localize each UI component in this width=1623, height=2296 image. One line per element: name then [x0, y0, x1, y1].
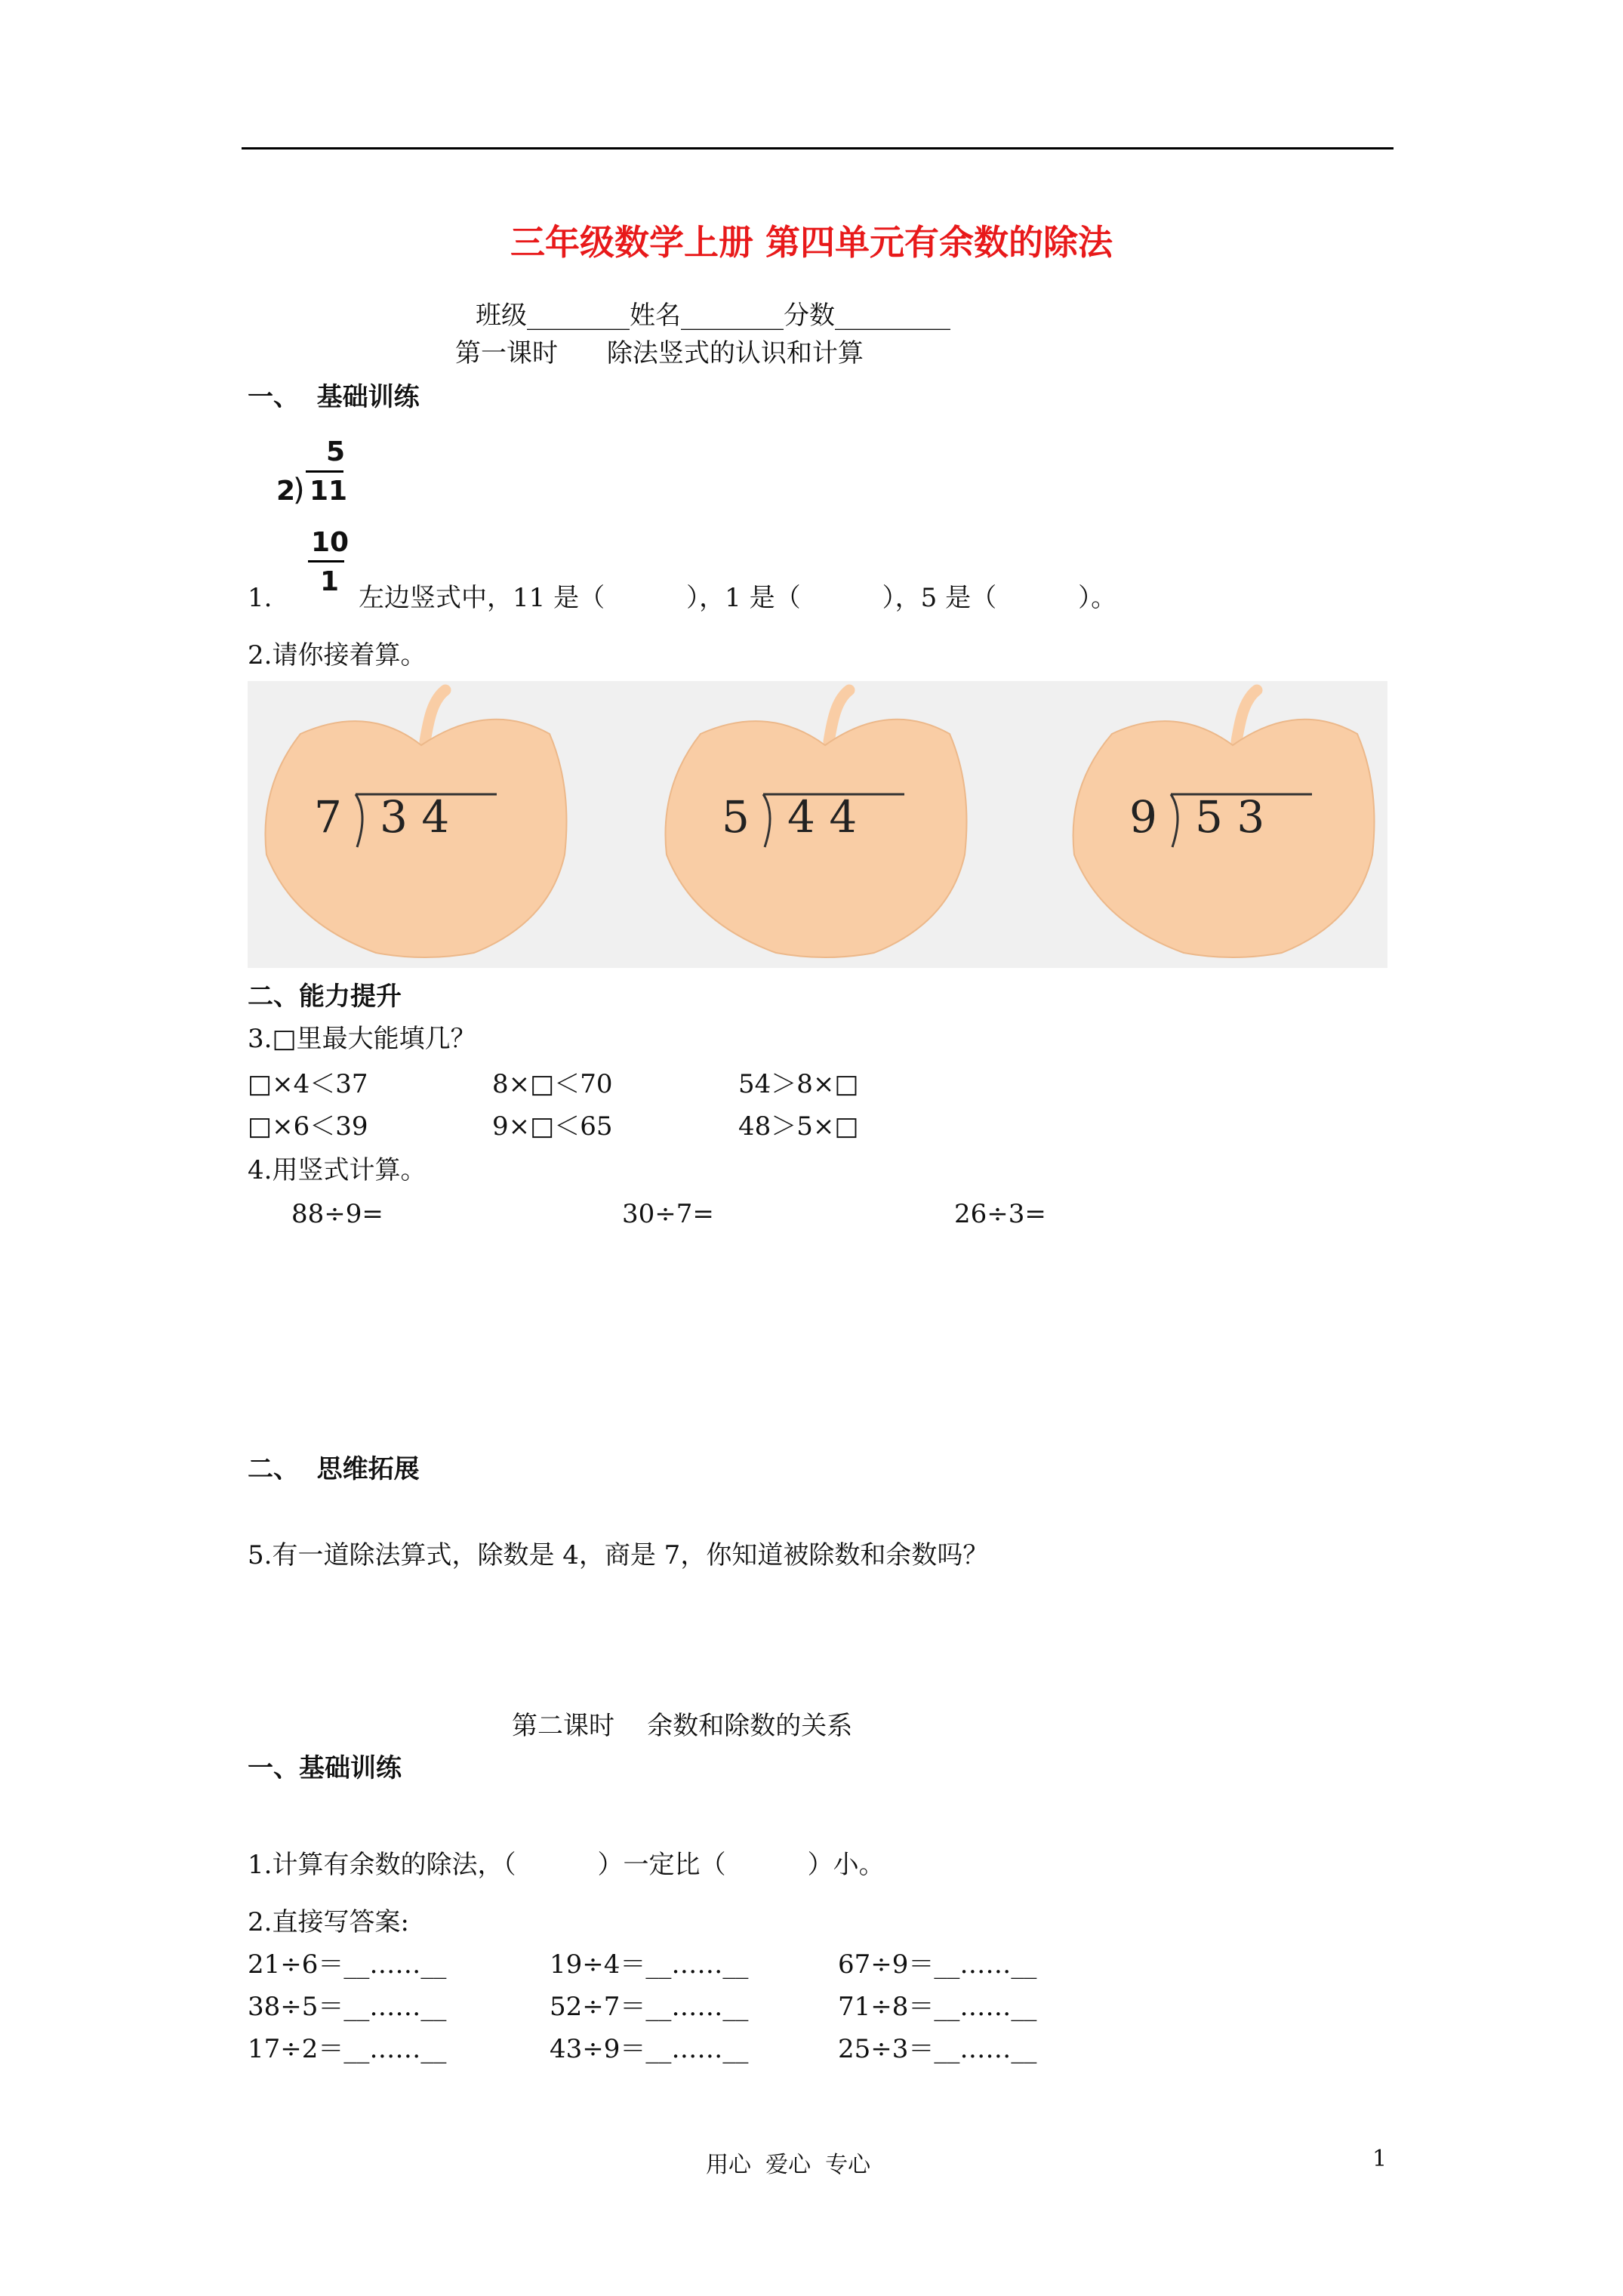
ld-bar — [306, 470, 343, 473]
q2-row2-c: 71÷8＝__……__ — [838, 1992, 1037, 2022]
lesson2-heading: 第二课时 余数和除数的关系 — [512, 1711, 853, 1741]
q1-text: 左边竖式中，11 是（ ），1 是（ ），5 是（ ）。 — [359, 583, 1117, 613]
apple-3-dividend: 5 3 — [1195, 791, 1265, 843]
apple-3-divisor: 9 — [1129, 791, 1157, 843]
apple-1-divisor: 7 — [314, 791, 342, 843]
student-info-line: 班级________姓名________分数_________ — [476, 300, 950, 331]
section-ability: 二、能力提升 — [248, 982, 402, 1012]
header-rule — [242, 147, 1394, 149]
q4-text: 4.用竖式计算。 — [248, 1155, 427, 1185]
section-thinking: 二、 思维拓展 — [248, 1454, 420, 1484]
lesson2-section-basic: 一、基础训练 — [248, 1753, 402, 1783]
apple-2-divisor: 5 — [722, 791, 750, 843]
lesson2-q2: 2.直接写答案: — [248, 1907, 409, 1937]
q2-row1-a: 21÷6＝__……__ — [248, 1949, 447, 1980]
q2-row1-b: 19÷4＝__……__ — [550, 1949, 749, 1980]
q3-row1-a: □×4＜37 — [248, 1069, 368, 1099]
apples-illustration — [248, 681, 1387, 968]
q4-item-3: 26÷3= — [954, 1199, 1046, 1229]
q3-row2-a: □×6＜39 — [248, 1111, 368, 1142]
page-number: 1 — [1372, 2146, 1387, 2172]
ld-dividend: 11 — [310, 476, 348, 507]
q2-row1-c: 67÷9＝__……__ — [838, 1949, 1037, 1980]
ld-divisor: 2 — [276, 476, 296, 507]
ld-quotient: 5 — [326, 436, 346, 467]
apple-2-dividend: 4 4 — [787, 791, 858, 843]
apple-1 — [265, 690, 566, 957]
q4-item-2: 30÷7= — [622, 1199, 714, 1229]
apples-svg — [248, 681, 1387, 968]
q2-row2-a: 38÷5＝__……__ — [248, 1992, 447, 2022]
q2-row2-b: 52÷7＝__……__ — [550, 1992, 749, 2022]
q5-text: 5.有一道除法算式，除数是 4，商是 7，你知道被除数和余数吗？ — [248, 1540, 989, 1570]
q1-number: 1. — [248, 583, 273, 613]
q2-text: 2.请你接着算。 — [248, 640, 427, 670]
q4-item-1: 88÷9= — [291, 1199, 383, 1229]
q3-row2-b: 9×□＜65 — [492, 1111, 613, 1142]
lesson1-heading: 第一课时 除法竖式的认识和计算 — [455, 338, 864, 368]
lesson2-q1: 1.计算有余数的除法，（ ）一定比（ ）小。 — [248, 1850, 885, 1880]
ld-subtract-line — [308, 560, 344, 562]
ld-bracket: ) — [293, 473, 305, 507]
q2-row3-b: 43÷9＝__……__ — [550, 2034, 749, 2064]
q3-row1-b: 8×□＜70 — [492, 1069, 613, 1099]
q3-text: 3.□里最大能填几？ — [248, 1024, 476, 1054]
footer-motto: 用心 爱心 专心 — [706, 2152, 871, 2178]
ld-remainder: 1 — [320, 566, 340, 597]
ld-product: 10 — [311, 527, 350, 558]
section-basic-training: 一、 基础训练 — [248, 382, 420, 412]
q2-row3-c: 25÷3＝__……__ — [838, 2034, 1037, 2064]
q3-row2-c: 48＞5×□ — [738, 1111, 859, 1142]
q2-row3-a: 17÷2＝__……__ — [248, 2034, 447, 2064]
apple-3 — [1073, 690, 1375, 957]
apple-1-dividend: 3 4 — [380, 791, 450, 843]
page-title: 三年级数学上册 第四单元有余数的除法 — [510, 222, 1113, 263]
q3-row1-c: 54＞8×□ — [738, 1069, 859, 1099]
apple-2 — [665, 690, 966, 957]
